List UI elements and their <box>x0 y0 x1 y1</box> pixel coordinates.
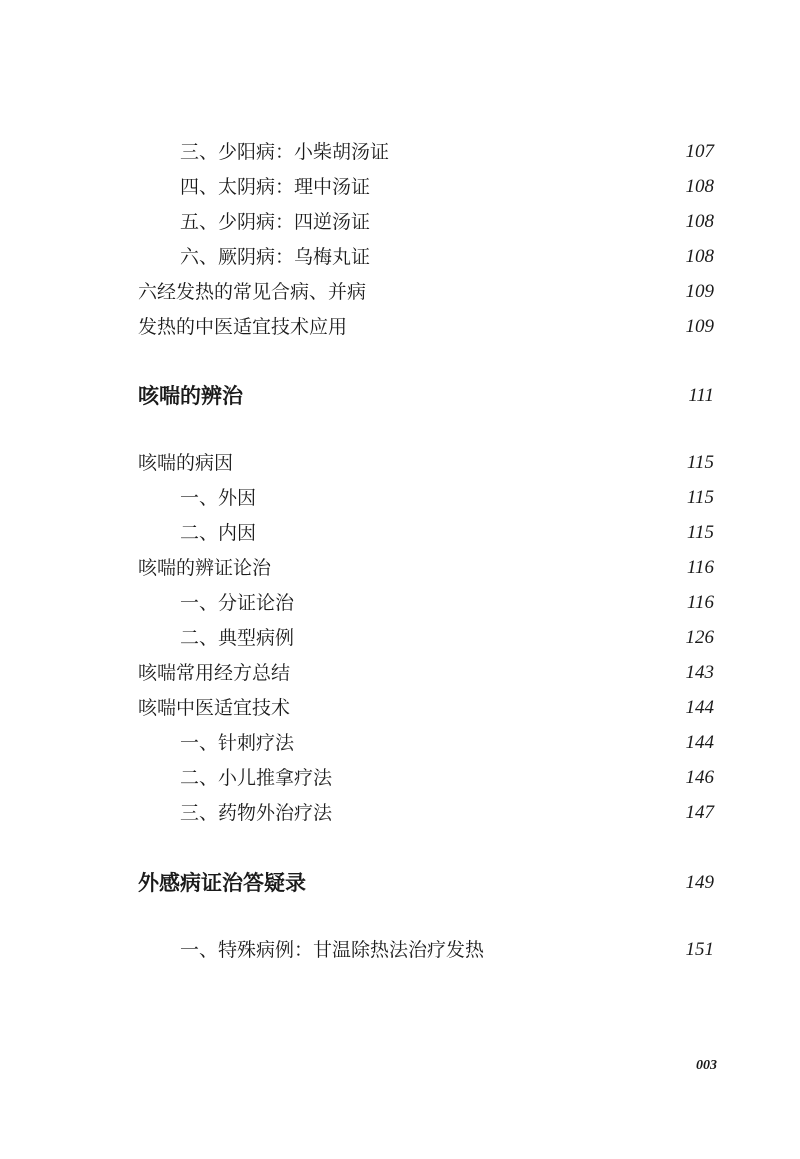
toc-entry[interactable] <box>0 242 800 272</box>
toc-entry[interactable] <box>0 553 800 583</box>
toc-entry-page: 109 <box>685 316 714 337</box>
toc-entry-title: 一、外因 <box>180 487 257 509</box>
toc-entry-page: 126 <box>685 627 714 648</box>
toc-entry[interactable] <box>0 588 800 618</box>
toc-entry-title: 三、药物外治疗法 <box>180 802 333 824</box>
toc-chapter[interactable] <box>0 868 800 898</box>
toc-entry-page: 108 <box>685 176 714 197</box>
toc-entry-title: 四、太阴病：理中汤证 <box>180 176 371 198</box>
toc-entry-title: 三、少阳病：小柴胡汤证 <box>180 141 390 163</box>
toc-entry[interactable] <box>0 763 800 793</box>
toc-entry-title: 二、内因 <box>180 522 257 544</box>
toc-entry[interactable] <box>0 623 800 653</box>
toc-entry-page: 116 <box>686 592 714 613</box>
toc-entry[interactable] <box>0 728 800 758</box>
toc-entry[interactable] <box>0 312 800 342</box>
toc-entry-page: 115 <box>686 452 714 473</box>
toc-chapter-page: 111 <box>688 385 714 406</box>
toc-entry-page: 147 <box>685 802 714 823</box>
toc-entry[interactable] <box>0 693 800 723</box>
toc-entry[interactable] <box>0 207 800 237</box>
toc-entry-page: 107 <box>685 141 714 162</box>
toc-chapter-title: 外感病证治答疑录 <box>138 871 306 895</box>
toc-chapter-page: 149 <box>685 872 714 893</box>
toc-entry-page: 108 <box>685 246 714 267</box>
toc-entry-page: 144 <box>685 697 714 718</box>
toc-chapter-title: 咳喘的辨治 <box>138 384 243 408</box>
toc-entry-page: 143 <box>685 662 714 683</box>
toc-entry-page: 146 <box>685 767 714 788</box>
toc-entry-title: 咳喘常用经方总结 <box>138 662 291 684</box>
toc-entry-title: 一、分证论治 <box>180 592 295 614</box>
toc-entry-page: 115 <box>686 522 714 543</box>
toc-entry[interactable] <box>0 483 800 513</box>
toc-entry-title: 一、特殊病例：甘温除热法治疗发热 <box>180 939 485 961</box>
toc-entry-page: 151 <box>685 939 714 960</box>
toc-entry[interactable] <box>0 798 800 828</box>
toc-entry-title: 二、小儿推拿疗法 <box>180 767 333 789</box>
toc-entry-title: 五、少阴病：四逆汤证 <box>180 211 371 233</box>
toc-entry-title: 咳喘的病因 <box>138 452 234 474</box>
toc-entry-title: 六、厥阴病：乌梅丸证 <box>180 246 371 268</box>
toc-entry-title: 咳喘的辨证论治 <box>138 557 272 579</box>
toc-entry[interactable] <box>0 518 800 548</box>
toc-entry-page: 115 <box>686 487 714 508</box>
toc-entry-page: 109 <box>685 281 714 302</box>
toc-entry-title: 发热的中医适宜技术应用 <box>138 316 348 338</box>
page-number: 003 <box>696 1058 717 1073</box>
toc-entry[interactable] <box>0 658 800 688</box>
toc-entry[interactable] <box>0 448 800 478</box>
toc-entry[interactable] <box>0 172 800 202</box>
toc-entry-title: 六经发热的常见合病、并病 <box>138 281 367 303</box>
toc-chapter[interactable] <box>0 381 800 411</box>
toc-entry-title: 咳喘中医适宜技术 <box>138 697 291 719</box>
toc-entry-page: 116 <box>686 557 714 578</box>
toc-entry-title: 二、典型病例 <box>180 627 295 649</box>
toc-entry-page: 108 <box>685 211 714 232</box>
toc-entry[interactable] <box>0 137 800 167</box>
toc-entry[interactable] <box>0 277 800 307</box>
toc-entry-page: 144 <box>685 732 714 753</box>
toc-entry-title: 一、针刺疗法 <box>180 732 295 754</box>
toc-entry[interactable] <box>0 935 800 965</box>
